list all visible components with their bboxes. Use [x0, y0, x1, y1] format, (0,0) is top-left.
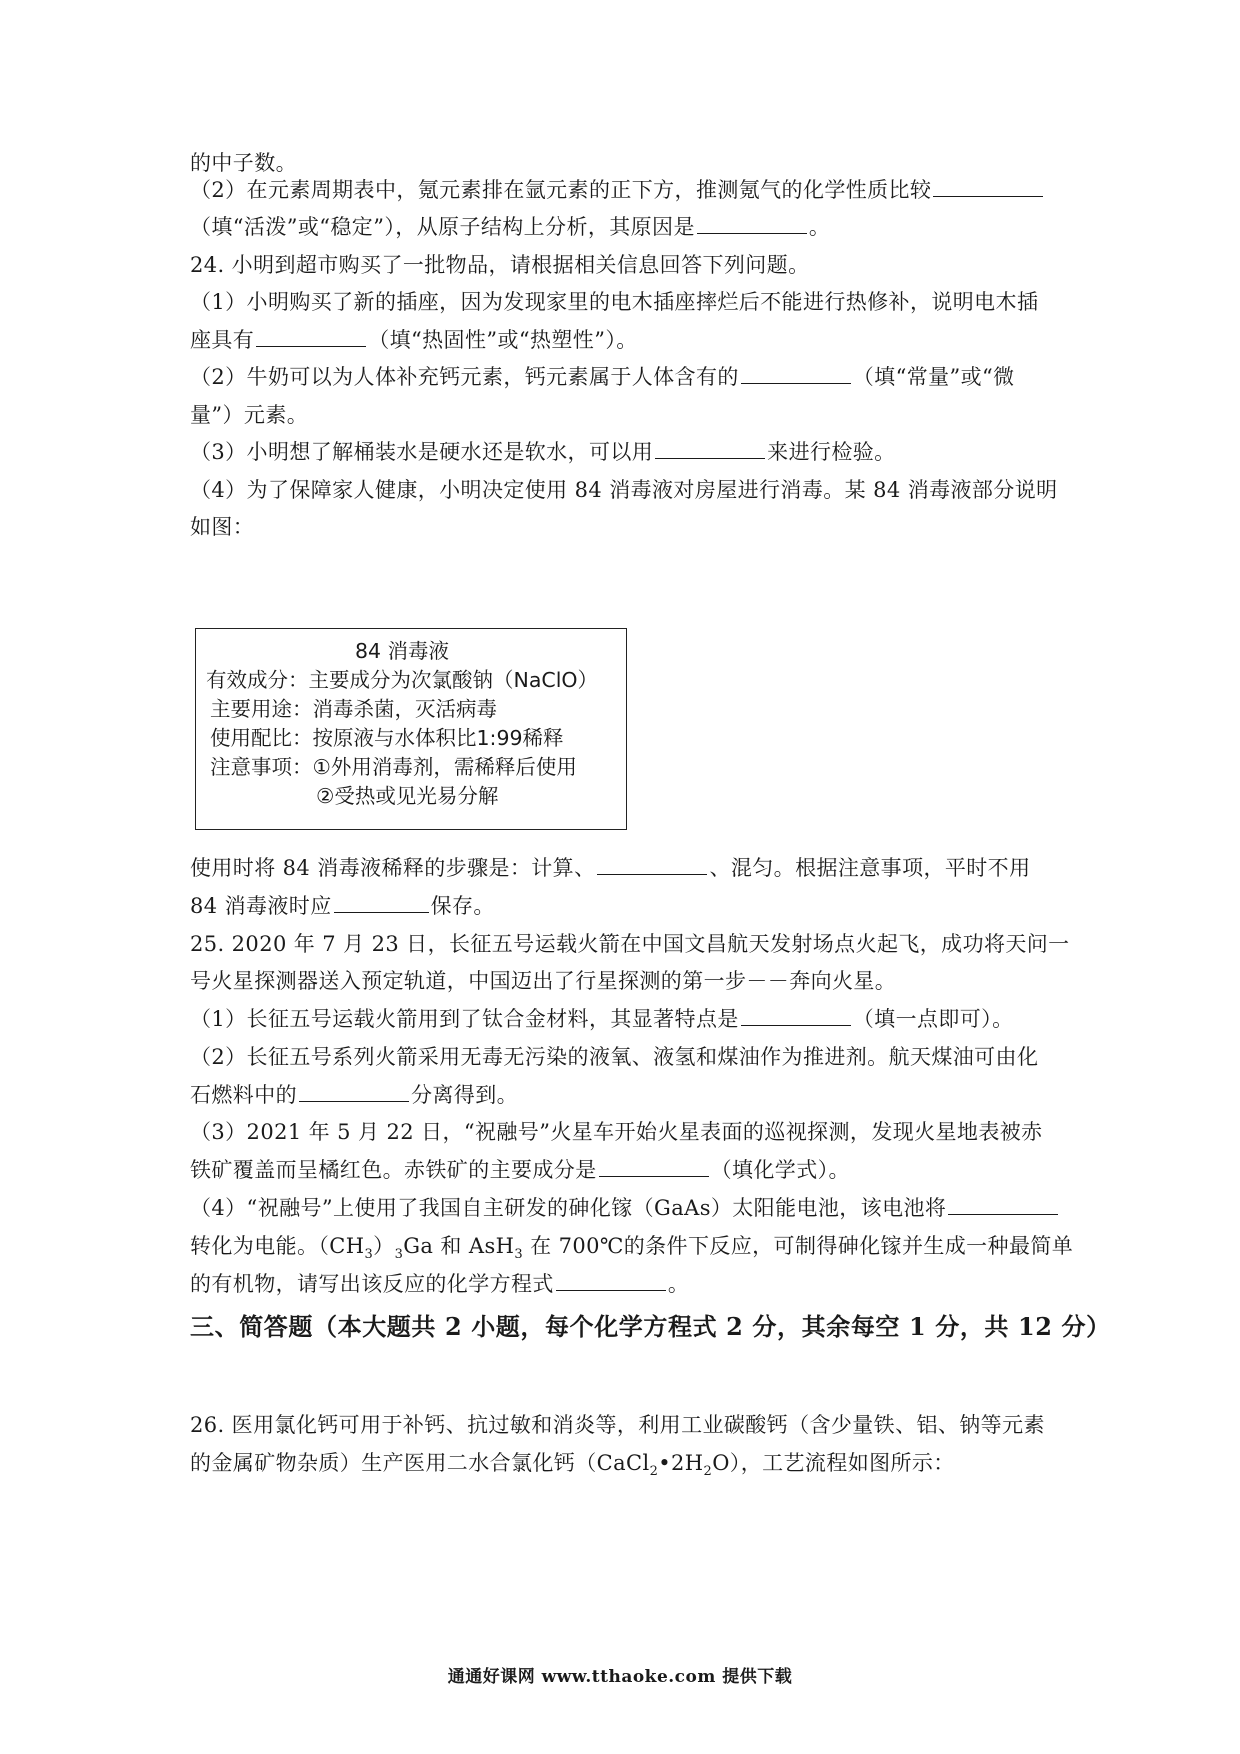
text-line: 号火星探测器送入预定轨道，中国迈出了行星探测的第一步－－奔向火星。 — [190, 969, 897, 993]
text-line: 如图： — [190, 515, 255, 539]
text-line: 的有机物，请写出该反应的化学方程式 。 — [190, 1272, 690, 1296]
footer-source: 通通好课网 www.tthaoke.com 提供下载 — [447, 1667, 793, 1687]
notice-row: 注意事项：①外用消毒剂，需稀释后使用 — [210, 755, 577, 779]
notice-row: 主要用途：消毒杀菌，灭活病毒 — [210, 697, 497, 721]
text-line: （3）小明想了解桶装水是硬水还是软水，可以用 来进行检验。 — [190, 440, 896, 464]
text-line: 84 消毒液时应 保存。 — [190, 894, 495, 918]
notice-row: 使用配比：按原液与水体积比1:99稀释 — [210, 726, 564, 750]
text-line: （1）长征五号运载火箭用到了钛合金材料，其显著特点是 （填一点即可）。 — [190, 1007, 1014, 1031]
answer-blank[interactable] — [597, 854, 707, 875]
answer-blank[interactable] — [933, 176, 1043, 197]
text-line: （4）为了保障家人健康，小明决定使用 84 消毒液对房屋进行消毒。某 84 消毒液部分说明 — [190, 478, 1058, 502]
text-line: 转化为电能。$(CH_3)_3Ga$ 和 AsH$_3$ 在 700℃的条件下反应，可制得砷化镓并生成一种最简单 — [190, 1234, 1074, 1263]
question-25-stem: 25. 2020 年 7 月 23 日，长征五号运载火箭在中国文昌航天发射场点火起飞，成功将天问一 — [190, 932, 1070, 956]
answer-blank[interactable] — [299, 1081, 409, 1102]
answer-blank[interactable] — [334, 892, 429, 913]
answer-blank[interactable] — [256, 326, 366, 347]
text-line: 量”）元素。 — [190, 403, 309, 427]
text-line: （2）长征五号系列火箭采用无毒无污染的液氧、液氢和煤油作为推进剂。航天煤油可由化 — [190, 1045, 1039, 1069]
answer-blank[interactable] — [741, 363, 851, 384]
text-line: 铁矿覆盖而呈橘红色。赤铁矿的主要成分是 （填化学式）。 — [190, 1158, 850, 1182]
question-26-stem: 26. 医用氯化钙可用于补钙、抗过敏和消炎等，利用工业碳酸钙（含少量铁、铝、钠等元素 — [190, 1413, 1045, 1437]
disinfectant-label-box — [195, 628, 627, 830]
answer-blank[interactable] — [948, 1194, 1058, 1215]
text-line: 石燃料中的 分离得到。 — [190, 1083, 518, 1107]
text-line: （4）“祝融号”上使用了我国自主研发的砷化镓（GaAs）太阳能电池，该电池将 — [190, 1193, 1060, 1223]
text-line: （1）小明购买了新的插座，因为发现家里的电木插座摔烂后不能进行热修补，说明电木插 — [190, 290, 1039, 314]
text-line: 座具有 （填“热固性”或“热塑性”）。 — [190, 328, 638, 352]
question-24-stem: 24. 小明到超市购买了一批物品，请根据相关信息回答下列问题。 — [190, 253, 810, 277]
answer-blank[interactable] — [599, 1156, 709, 1177]
text-line: 的金属矿物杂质）生产医用二水合氯化钙$(CaCl_2•2H_2O)$，工艺流程如图所示： — [190, 1451, 955, 1480]
answer-blank[interactable] — [556, 1270, 666, 1291]
notice-row: 有效成分：主要成分为次氯酸钠（NaClO） — [206, 668, 599, 692]
answer-blank[interactable] — [655, 438, 765, 459]
text-line: （2）牛奶可以为人体补充钙元素，钙元素属于人体含有的 （填“常量”或“微 — [190, 365, 1015, 389]
text-line: （填“活泼”或“稳定”），从原子结构上分析，其原因是 。 — [190, 215, 831, 239]
text-line: （3）2021 年 5 月 22 日，“祝融号”火星车开始火星表面的巡视探测，发现火星地表被赤 — [190, 1120, 1043, 1144]
notice-title: 84 消毒液 — [354, 639, 450, 663]
text-line: 使用时将 84 消毒液稀释的步骤是：计算、 、混匀。根据注意事项，平时不用 — [190, 856, 1031, 880]
text-line: 的中子数。 — [190, 151, 297, 175]
answer-blank[interactable] — [697, 213, 807, 234]
answer-blank[interactable] — [741, 1005, 851, 1026]
notice-row: ②受热或见光易分解 — [316, 784, 499, 808]
section-heading: 三、简答题（本大题共 2 小题，每个化学方程式 2 分，其余每空 1 分，共 12 分） — [190, 1312, 1111, 1341]
text-line: （2）在元素周期表中，氪元素排在氩元素的正下方，推测氪气的化学性质比较 — [190, 175, 1060, 205]
